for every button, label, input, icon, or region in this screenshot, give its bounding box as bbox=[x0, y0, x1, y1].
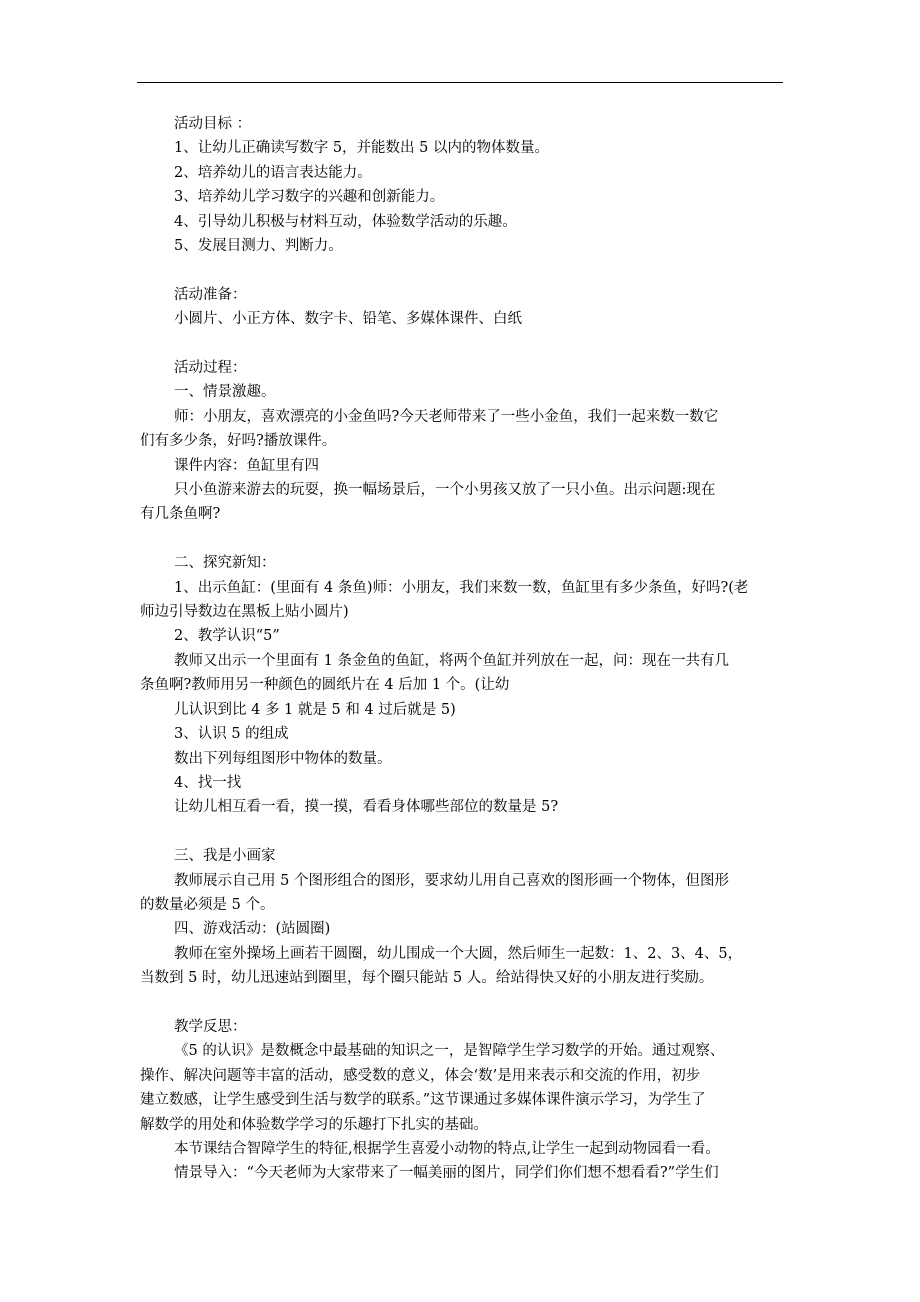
paragraph-line: 有几条鱼啊? bbox=[140, 506, 221, 523]
goal-item: 1、让幼儿正确读写数字 5，并能数出 5 以内的物体数量。 bbox=[174, 140, 550, 157]
prep-title: 活动准备： bbox=[174, 286, 247, 303]
lesson-plan-body bbox=[140, 112, 785, 1186]
reflection-title: 教学反思： bbox=[174, 1018, 247, 1035]
subsection-heading: 4、找一找 bbox=[174, 774, 242, 791]
section-heading: 四、游戏活动：(站圆圈) bbox=[174, 921, 331, 938]
paragraph-line: 教师展示自己用 5 个图形组合的图形，要求幼儿用自己喜欢的图形画一个物体，但图形 bbox=[174, 872, 729, 889]
paragraph-line: 解数学的用处和体验数学学习的乐趣打下扎实的基础。 bbox=[140, 1116, 488, 1133]
paragraph-line: 数出下列每组图形中物体的数量。 bbox=[174, 750, 392, 767]
paragraph-line: 的数量必须是 5 个。 bbox=[140, 896, 275, 913]
subsection-heading: 3、认识 5 的组成 bbox=[174, 726, 289, 743]
paragraph-line: 《5 的认识》是数概念中最基础的知识之一，是智障学生学习数学的开始。通过观察、 bbox=[174, 1043, 725, 1060]
section-heading: 二、探究新知： bbox=[174, 555, 276, 572]
paragraph-line: 师边引导数边在黑板上贴小圆片) bbox=[140, 604, 349, 621]
paragraph-line: 条鱼啊?教师用另一种颜色的圆纸片在 4 后加 1 个。(让幼 bbox=[140, 677, 510, 694]
paragraph-line: 教师在室外操场上画若干圆圈，幼儿围成一个大圆，然后师生一起数：1、2、3、4、5， bbox=[174, 945, 743, 962]
goal-item: 5、发展目测力、判断力。 bbox=[174, 238, 343, 255]
paragraph-line: 们有多少条，好吗?播放课件。 bbox=[140, 433, 337, 450]
paragraph-line: 本节课结合智障学生的特征,根据学生喜爱小动物的特点,让学生一起到动物园看一看。 bbox=[174, 1140, 720, 1157]
section-heading: 一、情景激趣。 bbox=[174, 384, 276, 401]
paragraph-line: 当数到 5 时，幼儿迅速站到圈里，每个圈只能站 5 人。给站得快又好的小朋友进行奖励。 bbox=[140, 970, 714, 987]
process-title: 活动过程： bbox=[174, 360, 247, 377]
section-heading: 三、我是小画家 bbox=[174, 848, 276, 865]
paragraph-line: 让幼儿相互看一看，摸一摸，看看身体哪些部位的数量是 5? bbox=[174, 799, 559, 816]
paragraph-line: 操作、解决问题等丰富的活动，感受数的意义，体会‘数’是用来表示和交流的作用，初步 bbox=[140, 1067, 701, 1084]
paragraph-line: 只小鱼游来游去的玩耍，换一幅场景后，一个小男孩又放了一只小鱼。出示问题:现在 bbox=[174, 482, 716, 499]
paragraph-line: 教师又出示一个里面有 1 条金鱼的鱼缸，将两个鱼缸并列放在一起，问：现在一共有几 bbox=[174, 652, 729, 669]
prep-materials: 小圆片、小正方体、数字卡、铅笔、多媒体课件、白纸 bbox=[174, 311, 522, 328]
subsection-heading: 2、教学认识“5” bbox=[174, 628, 280, 645]
goal-item: 2、培养幼儿的语言表达能力。 bbox=[174, 164, 372, 181]
paragraph-line: 儿认识到比 4 多 1 就是 5 和 4 过后就是 5) bbox=[174, 701, 456, 718]
paragraph-line: 情景导入：“今天老师为大家带来了一幅美丽的图片，同学们你们想不想看看?”学生们 bbox=[174, 1165, 719, 1182]
goal-item: 3、培养幼儿学习数字的兴趣和创新能力。 bbox=[174, 189, 445, 206]
paragraph-line: 师：小朋友，喜欢漂亮的小金鱼吗?今天老师带来了一些小金鱼，我们一起来数一数它 bbox=[174, 408, 719, 425]
paragraph-line: 课件内容：鱼缸里有四 bbox=[174, 457, 319, 474]
goal-item: 4、引导幼儿积极与材料互动，体验数学活动的乐趣。 bbox=[174, 213, 517, 230]
paragraph-line: 1、出示鱼缸：(里面有 4 条鱼)师：小朋友，我们来数一数，鱼缸里有多少条鱼，好吗?(老 bbox=[174, 579, 749, 596]
goals-title: 活动目标 ： bbox=[174, 116, 252, 132]
paragraph-line: 建立数感，让学生感受到生活与数学的联系。”这节课通过多媒体课件演示学习，为学生了 bbox=[140, 1092, 706, 1109]
header-rule bbox=[137, 82, 783, 83]
